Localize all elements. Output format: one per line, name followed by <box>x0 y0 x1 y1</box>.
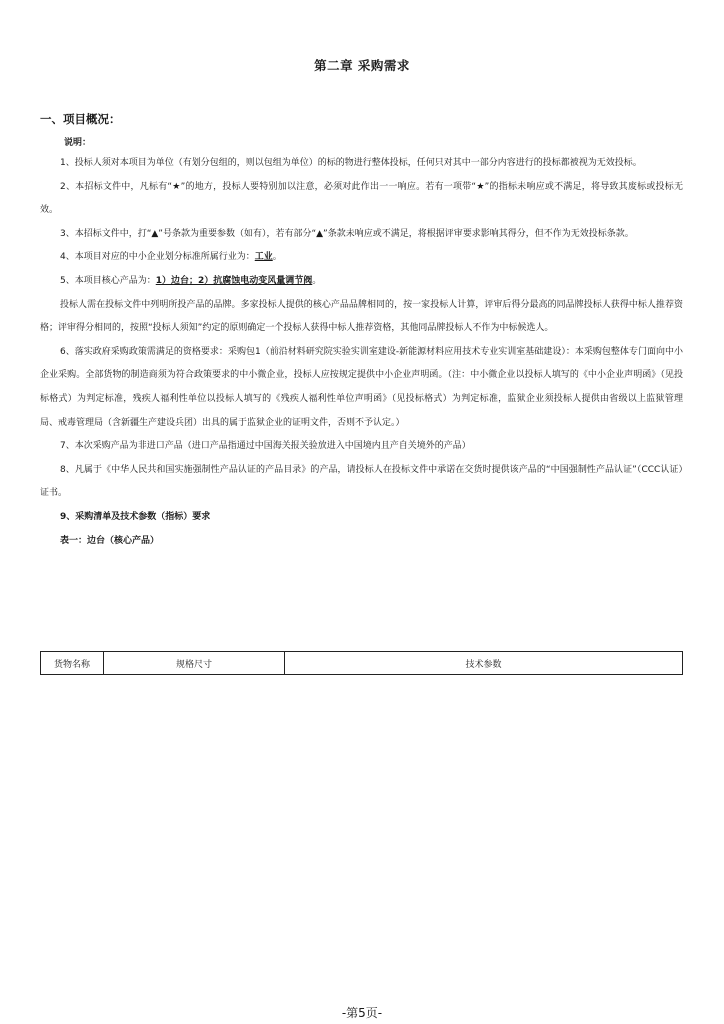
paragraph-6: 6、落实政府采购政策需满足的资格要求：采购包1（前沿材料研究院实验实训室建设-新能源材料应用技术专业实训室基础建设）：本采购包整体专门面向中小企业采购。全部货物的制造商须为符合政策要求的中小微企业，投标人应按规定提供中小企业声明函。（注：中小微企业以投标人填写的《中小企业声明函》（见投标格式）为判定标准，残疾人福利性单位以投标人填写的《残疾人福利性单位声明函》（见投标格式）为判定标准，监狱企业须投标人提供由省级以上监狱管理局、戒毒管理局（含新疆生产建设兵团）出具的属于监狱企业的证明文件，否则不予认定。） <box>40 346 683 428</box>
paragraph-9 <box>40 506 683 530</box>
table-caption: 表一：边台（核心产品） <box>60 535 160 546</box>
table-header-row <box>41 652 683 675</box>
spec-table <box>40 651 683 675</box>
paragraph-5-detail: 投标人需在投标文件中列明所投产品的品牌。多家投标人提供的核心产品品牌相同的，按一家投标人计算，评审后得分最高的同品牌投标人获得中标人推荐资格；评审得分相同的，按照“投标人须知”约定的原则确定一个投标人获得中标人推荐资格，其他同品牌投标人不作为中标候选人。 <box>40 299 683 334</box>
paragraph-2: 2、本招标文件中，凡标有“★”的地方，投标人要特别加以注意，必须对此作出一一响应。若有一项带“★”的指标未响应或不满足，将导致其废标或投标无效。 <box>40 181 683 216</box>
page-number: -第5页- <box>341 1006 383 1020</box>
note-label: 说明： <box>64 138 92 148</box>
header-tech-params: 技术参数 <box>285 652 683 675</box>
core-products-value: 1）边台；2）抗腐蚀电动变风量调节阀 <box>155 275 313 286</box>
paragraph-5 <box>40 270 683 294</box>
document-body <box>40 152 683 553</box>
paragraph-7: 7、本次采购产品为非进口产品（进口产品指通过中国海关报关验放进入中国境内且产自关境外的产品） <box>60 441 471 452</box>
chapter-title: 第二章 采购需求 <box>314 58 410 73</box>
header-goods-name: 货物名称 <box>41 652 104 675</box>
paragraph-4-prefix: 4、本项目对应的中小企业划分标准所属行业为： <box>60 252 255 263</box>
paragraph-4-suffix: 。 <box>272 252 282 263</box>
paragraph-5-suffix: 。 <box>312 275 322 286</box>
section-heading: 一、项目概况： <box>40 112 121 126</box>
industry-value: 工业 <box>254 252 273 263</box>
paragraph-9-text: 9、采购清单及技术参数（指标）要求 <box>60 511 211 522</box>
paragraph-4 <box>40 246 683 270</box>
paragraph-8: 8、凡属于《中华人民共和国实施强制性产品认证的产品目录》的产品，请投标人在投标文件中承诺在交货时提供该产品的“中国强制性产品认证”（CCC认证）证书。 <box>40 464 683 499</box>
header-spec-size: 规格尺寸 <box>104 652 285 675</box>
paragraph-3: 3、本招标文件中，打“▲”号条款为重要参数（如有），若有部分“▲”条款未响应或不满足，将根据评审要求影响其得分，但不作为无效投标条款。 <box>60 228 634 239</box>
paragraph-5-prefix: 5、本项目核心产品为： <box>60 275 156 286</box>
paragraph-1: 1、投标人须对本项目为单位（有划分包组的，则以包组为单位）的标的物进行整体投标，任何只对其中一部分内容进行的投标都被视为无效投标。 <box>60 158 642 168</box>
